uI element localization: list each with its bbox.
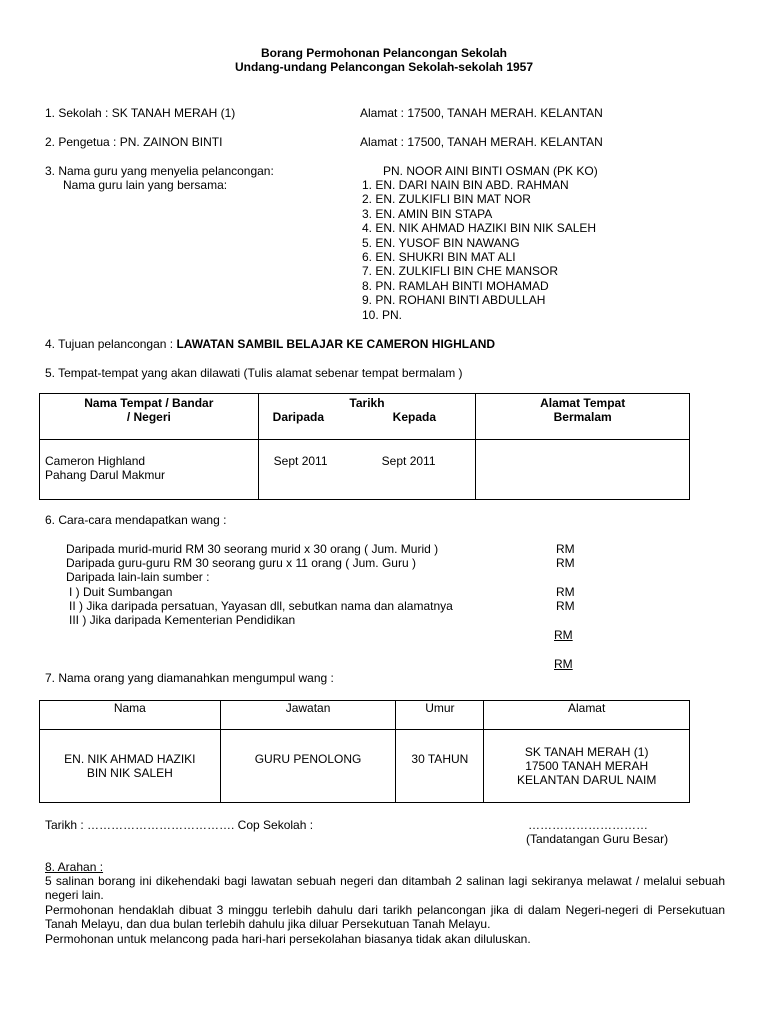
collector-table-header — [40, 701, 690, 730]
teacher-item: 9. PN. ROHANI BINTI ABDULLAH — [362, 293, 546, 308]
header-address — [476, 394, 690, 440]
supervisor-label: 3. Nama guru yang menyelia pelancongan: — [45, 164, 274, 178]
collector-name-line2: BIN NIK SALEH — [86, 766, 173, 780]
school-address: Alamat : 17500, TANAH MERAH. KELANTAN — [360, 106, 603, 120]
teacher-item: 7. EN. ZULKIFLI BIN CHE MANSOR — [362, 264, 559, 279]
header-address: Alamat — [484, 701, 690, 730]
collector-address-cell — [484, 730, 690, 803]
header-from: Daripada — [272, 410, 325, 424]
other-teachers-label: Nama guru lain yang bersama: — [63, 178, 228, 192]
instruction-paragraph: Permohonan untuk melancong pada hari-hari persekolahan biasanya tidak akan diluluskan. — [45, 932, 531, 946]
header-name: Nama — [40, 701, 221, 730]
date-stamp-line: Tarikh : ………………………………. Cop Sekolah : — [45, 818, 314, 832]
collector-name-line1: EN. NIK AHMAD HAZIKI — [64, 752, 196, 766]
teacher-item: 3. EN. AMIN BIN STAPA — [362, 206, 493, 221]
lodging-address-cell — [476, 440, 690, 500]
principal-name: 2. Pengetua : PN. ZAINON BINTI — [45, 135, 223, 149]
collector-address-line2: 17500 TANAH MERAH — [525, 759, 649, 773]
funding-line: II ) Jika daripada persatuan, Yayasan dll, sebutkan nama dan alamatnya — [69, 599, 453, 613]
date-cell — [258, 440, 476, 500]
teacher-item: 8. PN. RAMLAH BINTI MOHAMAD — [362, 278, 549, 293]
teacher-item: 1. EN. DARI NAIN BIN ABD. RAHMAN — [362, 178, 569, 192]
place-line1: Cameron Highland — [45, 454, 146, 468]
header-place — [40, 394, 259, 440]
header-place-line1: Nama Tempat / Bandar — [84, 396, 214, 410]
funding-line: III ) Jika daripada Kementerian Pendidikan — [69, 613, 296, 627]
table-row — [40, 730, 690, 803]
funding-subtotal-rm: RM — [554, 628, 573, 642]
collector-table — [39, 700, 690, 803]
instruction-paragraph: Permohonan hendaklah dibuat 3 minggu terlebih dahulu dari tarikh pelancongan jika di dalam Negeri-negeri di Persekutuan Tanah Melayu, dan dua bulan terlebih dahulu jika diluar Persekutuan Tanah Melayu. — [45, 903, 725, 931]
funding-line: I ) Duit Sumbangan — [69, 585, 173, 599]
signature-dots: ………………………… — [528, 818, 648, 832]
funding-line: Daripada lain-lain sumber : — [66, 570, 210, 584]
funding-line: Daripada guru-guru RM 30 seorang guru x 11 orang ( Jum. Guru ) — [66, 556, 416, 570]
places-table — [39, 393, 690, 500]
funding-label: 6. Cara-cara mendapatkan wang : — [45, 513, 227, 527]
place-cell — [40, 440, 259, 500]
teacher-list — [362, 178, 596, 322]
collector-job-cell: GURU PENOLONG — [220, 730, 396, 803]
form-title: Borang Permohonan Pelancongan Sekolah — [260, 46, 508, 60]
header-job: Jawatan — [220, 701, 396, 730]
from-date: Sept 2011 — [273, 454, 328, 468]
signature-label: (Tandatangan Guru Besar) — [526, 832, 669, 846]
collector-age-cell: 30 TAHUN — [396, 730, 484, 803]
teacher-item: 2. EN. ZULKIFLI BIN MAT NOR — [362, 192, 531, 207]
funding-total-rm: RM — [554, 657, 573, 671]
funding-rm: RM — [556, 542, 575, 556]
header-date-label: Tarikh — [349, 396, 385, 410]
trip-purpose-label: 4. Tujuan pelancongan : — [45, 337, 177, 351]
funding-line: Daripada murid-murid RM 30 seorang murid x 30 orang ( Jum. Murid ) — [66, 542, 439, 556]
header-age: Umur — [396, 701, 484, 730]
school-name: 1. Sekolah : SK TANAH MERAH (1) — [45, 106, 236, 120]
table-row — [40, 440, 690, 500]
header-place-line2: / Negeri — [126, 410, 171, 424]
header-address-line1: Alamat Tempat — [540, 396, 626, 410]
collector-label: 7. Nama orang yang diamanahkan mengumpul wang : — [45, 671, 334, 685]
funding-rm: RM — [556, 556, 575, 570]
teacher-item: 5. EN. YUSOF BIN NAWANG — [362, 235, 520, 250]
funding-rm: RM — [556, 585, 575, 599]
supervisor-name: PN. NOOR AINI BINTI OSMAN (PK KO) — [383, 164, 598, 178]
principal-address: Alamat : 17500, TANAH MERAH. KELANTAN — [360, 135, 603, 149]
instructions-heading: 8. Arahan : — [45, 860, 104, 874]
header-address-line2: Bermalam — [553, 410, 612, 424]
teacher-item: 10. PN. — [362, 307, 403, 322]
teacher-item: 6. EN. SHUKRI BIN MAT ALI — [362, 250, 516, 265]
place-line2: Pahang Darul Makmur — [45, 468, 166, 482]
places-table-header — [40, 394, 690, 440]
collector-address-line3: KELANTAN DARUL NAIM — [516, 773, 657, 787]
funding-rm: RM — [556, 599, 575, 613]
collector-name-cell — [40, 730, 221, 803]
header-to: Kepada — [392, 410, 437, 424]
trip-purpose-value: LAWATAN SAMBIL BELAJAR KE CAMERON HIGHLAND — [176, 337, 496, 351]
to-date: Sept 2011 — [381, 454, 436, 468]
instruction-paragraph: 5 salinan borang ini dikehendaki bagi lawatan sebuah negeri dan ditambah 2 salinan lagi sekiranya melawat / melalui sebuah negeri lain. — [45, 874, 725, 902]
form-subtitle: Undang-undang Pelancongan Sekolah-sekolah 1957 — [234, 60, 534, 74]
places-label: 5. Tempat-tempat yang akan dilawati (Tulis alamat sebenar tempat bermalam ) — [45, 366, 463, 380]
trip-purpose — [45, 337, 495, 351]
header-date — [258, 394, 476, 440]
teacher-item: 4. EN. NIK AHMAD HAZIKI BIN NIK SALEH — [362, 221, 597, 236]
collector-address-line1: SK TANAH MERAH (1) — [524, 745, 649, 759]
